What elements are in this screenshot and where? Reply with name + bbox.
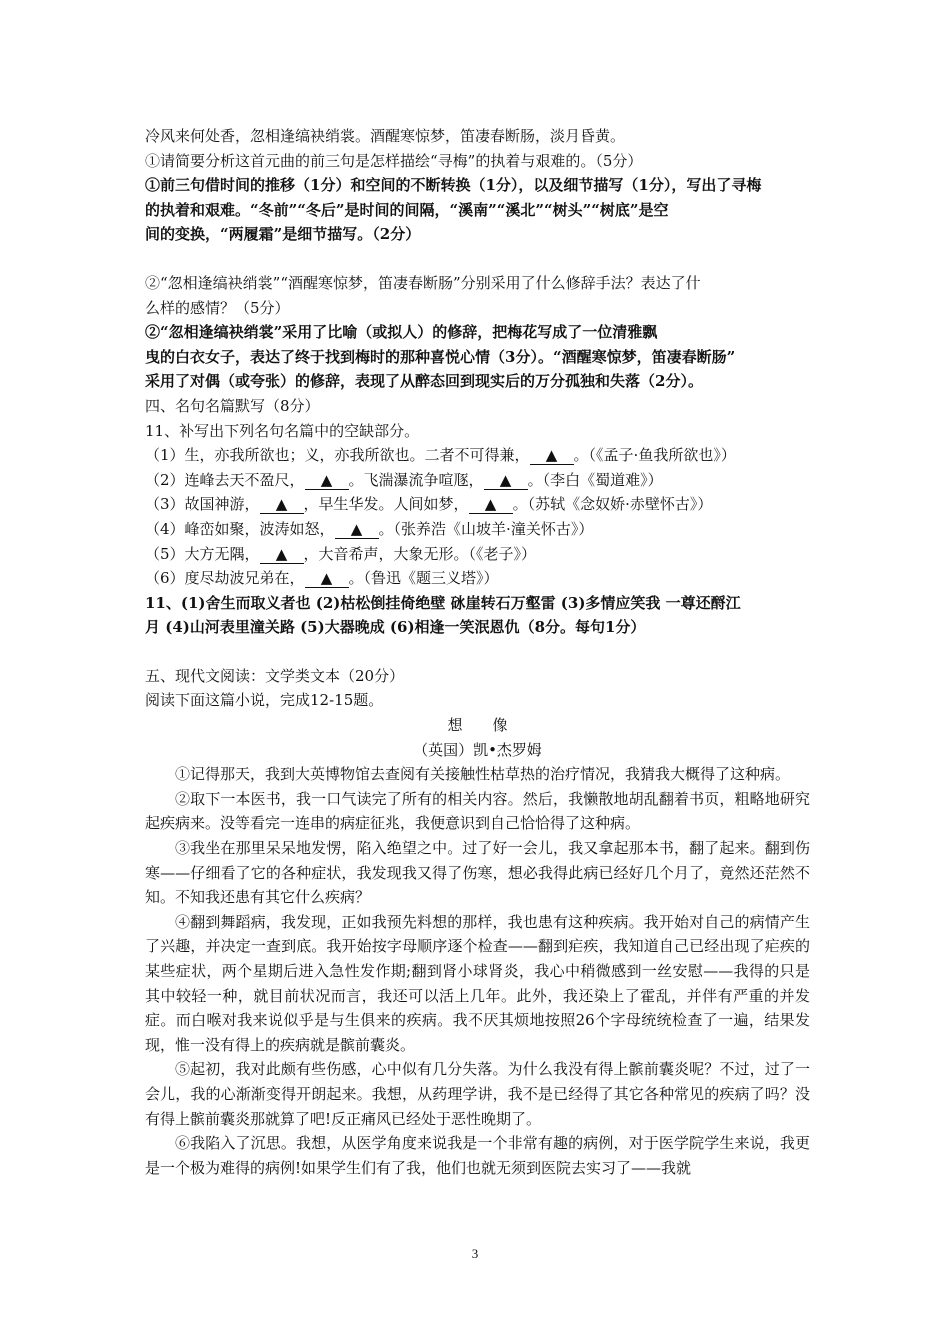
story-title: 想 像: [447, 716, 508, 735]
reading-instruction: 阅读下面这篇小说，完成12-15题。: [145, 691, 384, 710]
spacer: [145, 247, 810, 271]
question-11: 11、补写出下列名句名篇中的空缺部分。: [145, 421, 420, 440]
spacer: [145, 640, 810, 664]
fill-item-5: （5）大方无隅， ▲ ，大音希声，大象无形。（《老子》）: [145, 544, 537, 563]
question-1: ①请简要分析这首元曲的前三句是怎样描绘“寻梅”的执着与艰难的。（5分）: [145, 151, 643, 170]
answer-blank: ▲: [260, 495, 304, 514]
answer-blank: ▲: [530, 446, 574, 465]
fill-item-3: （3）故国神游， ▲ ，早生华发。人间如梦， ▲ 。（苏轼《念奴娇·赤壁怀古》）: [145, 495, 713, 514]
answer-blank: ▲: [260, 545, 304, 564]
story-paragraph: ③我坐在那里呆呆地发愣，陷入绝望之中。过了好一会儿，我又拿起那本书，翻了起来。翻到伤寒——仔细看了它的各种症状，我发现我又得了伤寒，想必我得此病已经好几个月了，竟然还茫然不知。不知我还患有其它什么疾病？: [145, 839, 810, 907]
answer-blank: ▲: [484, 471, 528, 490]
poem-line: 冷风来何处香，忽相逢缟袂绡裳。酒醒寒惊梦，笛凄春断肠，淡月昏黄。: [145, 127, 626, 145]
story-paragraph: ②取下一本医书，我一口气读完了所有的相关内容。然后，我懒散地胡乱翻着书页，粗略地研究起疾病来。没等看完一连串的病症征兆，我便意识到自己恰恰得了这种病。: [145, 789, 810, 833]
story-author: （英国）凯•杰罗姆: [413, 740, 542, 759]
answer-blank: ▲: [305, 471, 349, 490]
answer-blank: ▲: [305, 569, 349, 588]
answer-2-line: ②“忽相逢缟袂绡裳”采用了比喻（或拟人）的修辞，把梅花写成了一位清雅飘: [145, 323, 658, 342]
answer-blank: ▲: [469, 495, 513, 514]
fill-item-6: （6）度尽劫波兄弟在， ▲ 。（鲁迅《题三义塔》）: [145, 569, 499, 588]
story-paragraph: ④翻到舞蹈病，我发现，正如我预先料想的那样，我也患有这种疾病。我开始对自己的病情产生了兴趣，并决定一查到底。我开始按字母顺序逐个检查——翻到疟疾，我知道自己已经出现了疟疾的某些症状，两个星期后进入急性发作期;翻到肾小球肾炎，我心中稍微感到一丝安慰——我得的只是其中较轻一种，就目前状况而言，我还可以活上几年。此外，我还染上了霍乱，并伴有严重的并发症。而白喉对我来说似乎是与生俱来的疾病。我不厌其烦地按照26个字母统统检查了一遍，结果发现，惟一没有得上的疾病就是髌前囊炎。: [145, 912, 810, 1054]
fill-item-4: （4）峰峦如聚，波涛如怒， ▲ 。（张养浩《山坡羊·潼关怀古》）: [145, 519, 594, 538]
question-2-line: ②“忽相逢缟袂绡裳”“酒醒寒惊梦，笛凄春断肠”分别采用了什么修辞手法？表达了什: [145, 273, 701, 292]
fill-item-2: （2）连峰去天不盈尺， ▲ 。飞湍瀑流争喧豗， ▲ 。（李白《蜀道难》）: [145, 470, 663, 489]
answer-11-line: 11、(1)舍生而取义者也 (2)枯松倒挂倚绝壁 砯崖转石万壑雷 (3)多情应笑我 一尊还酹江: [145, 593, 741, 612]
question-2-line: 么样的感情？（5分）: [145, 298, 290, 317]
section-5-heading: 五、现代文阅读：文学类文本（20分）: [145, 666, 405, 685]
answer-blank: ▲: [335, 520, 379, 539]
answer-1-line: ①前三句借时间的推移（1分）和空间的不断转换（1分），以及细节描写（1分），写出了寻梅: [145, 176, 762, 195]
answer-11-line: 月 (4)山河表里潼关路 (5)大器晚成 (6)相逢一笑泯恩仇（8分。每句1分）: [145, 618, 646, 637]
section-4-heading: 四、名句名篇默写（8分）: [145, 396, 320, 415]
page-number: 3: [471, 1246, 479, 1261]
story-paragraph: ①记得那天，我到大英博物馆去查阅有关接触性枯草热的治疗情况，我猜我大概得了这种病。: [175, 765, 791, 784]
story-paragraph: ⑥我陷入了沉思。我想，从医学角度来说我是一个非常有趣的病例，对于医学院学生来说，我更是一个极为难得的病例!如果学生们有了我，他们也就无须到医院去实习了——我就: [145, 1134, 810, 1177]
fill-item-1: （1）生，亦我所欲也；义，亦我所欲也。二者不可得兼， ▲ 。（《孟子·鱼我所欲也》）: [145, 446, 736, 465]
answer-1-line: 间的变换，“两履霜”是细节描写。（2分）: [145, 225, 421, 244]
answer-1-line: 的执着和艰难。“冬前”“冬后”是时间的间隔，“溪南”“溪北”“树头”“树底”是空: [145, 200, 669, 219]
answer-2-line: 曳的白衣女子，表达了终于找到梅时的那种喜悦心情（3分）。“酒醒寒惊梦，笛凄春断肠”: [145, 347, 736, 366]
story-paragraph: ⑤起初，我对此颇有些伤感，心中似有几分失落。为什么我没有得上髌前囊炎呢？不过，过了一会儿，我的心渐渐变得开朗起来。我想，从药理学讲，我不是已经得了其它各种常见的疾病了吗？没有得上髌前囊炎那就算了吧!反正痛风已经处于恶性晚期了。: [145, 1060, 810, 1128]
document-page: [145, 124, 810, 1180]
answer-2-line: 采用了对偶（或夸张）的修辞，表现了从醉态回到现实后的万分孤独和失落（2分）。: [145, 372, 703, 391]
